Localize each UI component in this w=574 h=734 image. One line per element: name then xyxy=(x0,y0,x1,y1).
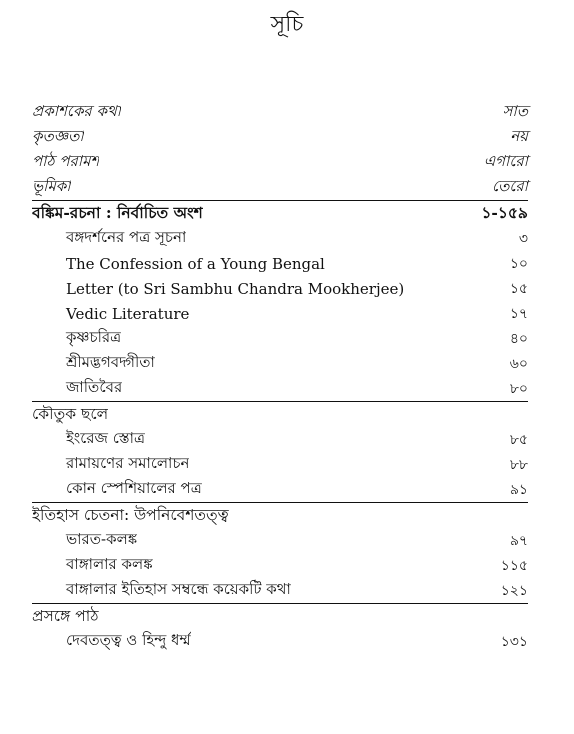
toc-label: পাঠ পরামর্শ xyxy=(32,152,100,170)
toc-label: দেবতত্ত্ব ও হিন্দু ধর্ম্ম xyxy=(66,631,191,649)
toc-label: বাঙ্গালার ইতিহাস সম্বন্ধে কয়েকটি কথা xyxy=(66,580,291,598)
toc-entry xyxy=(32,477,528,502)
toc-label: ভারত-কলঙ্ক xyxy=(66,530,138,548)
toc-page-number: ১৫ xyxy=(509,280,528,297)
toc-page-number: ৯১ xyxy=(509,481,528,498)
toc-label: ভূমিকা xyxy=(32,177,71,195)
toc-page-number: ১৩১ xyxy=(500,633,528,650)
toc-label: প্রসঙ্গে পাঠ xyxy=(32,606,99,625)
toc-section-heading xyxy=(32,603,528,629)
toc-page-number: ৮০ xyxy=(509,380,528,397)
toc-entry xyxy=(32,376,528,401)
toc-label: প্রকাশকের কথা xyxy=(32,102,122,120)
toc-label: কোন স্পেশিয়ালের পত্র xyxy=(66,479,202,497)
toc-page-number: ১০ xyxy=(509,255,528,272)
toc-page-number: নয় xyxy=(510,127,528,145)
toc-page-number: সাত xyxy=(502,102,528,120)
toc-section-heading xyxy=(32,502,528,528)
toc-front-matter xyxy=(32,125,528,150)
toc-front-matter xyxy=(32,150,528,175)
toc-label: Vedic Literature xyxy=(66,304,190,323)
toc-label: Letter (to Sri Sambhu Chandra Mookherjee) xyxy=(66,279,405,298)
toc-page-number: ১-১৫৯ xyxy=(481,202,528,222)
toc-section-heading xyxy=(32,200,528,226)
toc-page-number: ৪০ xyxy=(509,330,528,347)
toc-section-heading xyxy=(32,401,528,427)
toc-label: বাঙ্গালার কলঙ্ক xyxy=(66,555,153,573)
toc-page-number: ৯৭ xyxy=(509,532,528,549)
toc-entry xyxy=(32,578,528,603)
toc-label: রামায়ণের সমালোচন xyxy=(66,454,190,472)
toc-front-matter xyxy=(32,100,528,125)
toc-label: কৌতুক ছলে xyxy=(32,404,109,423)
toc-entry xyxy=(32,326,528,351)
toc-page-number: ৬০ xyxy=(509,355,528,372)
toc-label: বঙ্গদর্শনের পত্র সূচনা xyxy=(66,228,187,246)
toc-page-number: ৮৮ xyxy=(509,456,528,473)
toc-front-matter xyxy=(32,175,528,200)
toc-label: শ্রীমদ্ভগবদ্গীতা xyxy=(66,353,155,371)
toc-label: কৃতজ্ঞতা xyxy=(32,127,84,145)
toc-label: ইতিহাস চেতনা: উপনিবেশতত্ত্ব xyxy=(32,505,229,524)
toc-entry xyxy=(32,251,528,276)
toc-label: কৃষ্ণচরিত্র xyxy=(66,328,122,346)
toc-entry xyxy=(32,301,528,326)
toc-page-number: ৩ xyxy=(518,230,528,247)
toc-entry xyxy=(32,629,528,654)
toc-label: ইংরেজ স্তোত্র xyxy=(66,429,145,447)
toc-page-number: ৮৫ xyxy=(509,431,528,448)
toc-label: The Confession of a Young Bengal xyxy=(66,254,325,273)
toc-page-number: ১৭ xyxy=(509,305,528,322)
toc-entry xyxy=(32,553,528,578)
toc-label: জাতিবৈর xyxy=(66,378,123,396)
toc-entry xyxy=(32,226,528,251)
toc-entry xyxy=(32,276,528,301)
toc-entry xyxy=(32,351,528,376)
table-of-contents xyxy=(32,100,528,654)
toc-page-number: ১২১ xyxy=(500,582,528,599)
toc-page-number: তেরো xyxy=(492,177,528,195)
toc-page-number: ১১৫ xyxy=(500,557,528,574)
page-title: সূচি xyxy=(270,12,304,37)
toc-label: বঙ্কিম-রচনা : নির্বাচিত অংশ xyxy=(32,202,203,222)
toc-page-number: এগারো xyxy=(483,152,528,170)
toc-entry xyxy=(32,427,528,452)
toc-entry xyxy=(32,452,528,477)
toc-entry xyxy=(32,528,528,553)
